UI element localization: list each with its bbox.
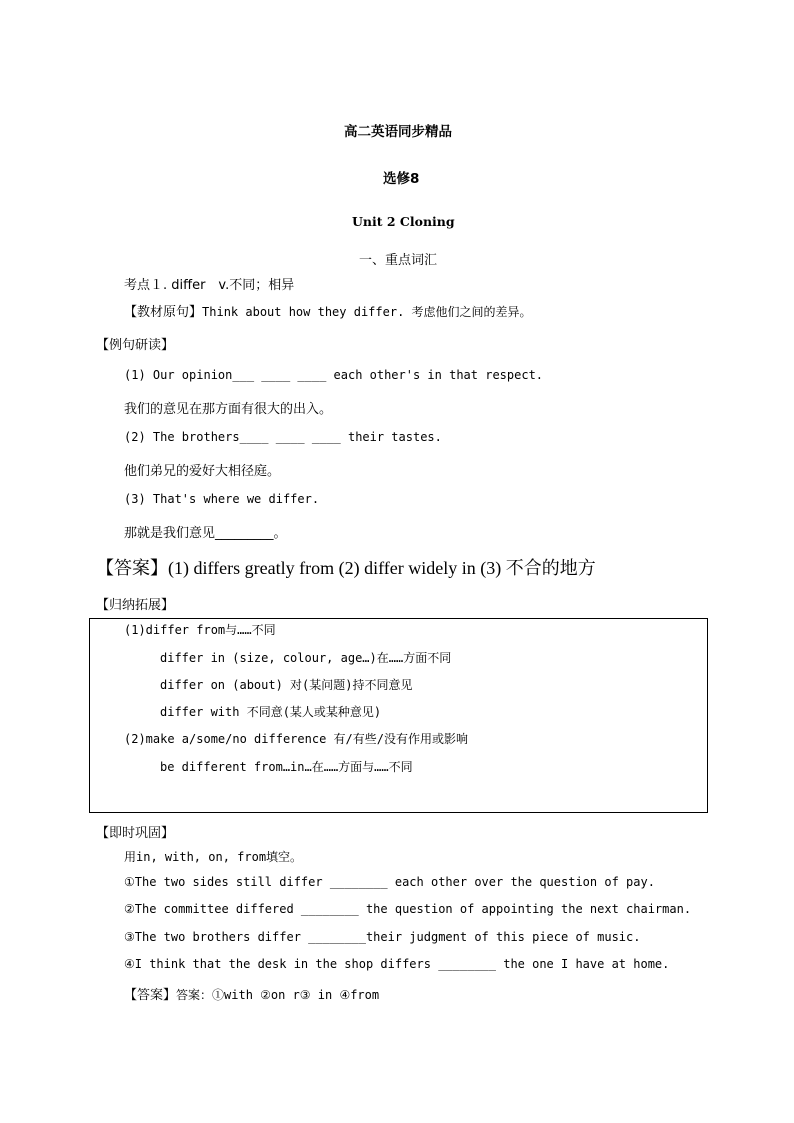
practice-item-2: ②The committee differed ________ the question of appointing the next chairman. <box>124 902 692 916</box>
summary-line-2: differ in (size, colour, age…)在……方面不同 <box>160 651 452 665</box>
answer-cn: 不合的地方 <box>505 558 596 579</box>
example-cn-2: 他们弟兄的爱好大相径庭。 <box>124 464 281 479</box>
summary-line-1: (1)differ from与……不同 <box>124 623 276 637</box>
summary-line-6: be different from…in…在……方面与……不同 <box>160 760 413 774</box>
practice-answer <box>124 984 379 1003</box>
answer-text: (1) differs greatly from (2) differ widely in (3) <box>168 558 506 578</box>
point-heading: 考点１. differ v.不同；相异 <box>124 278 295 293</box>
source-text: Think about how they differ. 考虑他们之间的差异。 <box>202 305 532 319</box>
practice-answer-text: 答案：①with ②on r③ in ④from <box>176 988 380 1002</box>
source-label: 【教材原句】 <box>124 305 203 320</box>
answer-line <box>96 554 596 580</box>
example-cn-3: 那就是我们意见_________。 <box>124 526 287 541</box>
practice-answer-label: 【答案】 <box>124 988 177 1003</box>
example-en-2: (2) The brothers____ ____ ____ their tastes. <box>124 430 442 444</box>
example-en-3: (3) That's where we differ. <box>124 492 320 506</box>
practice-item-4: ④I think that the desk in the shop differs ________ the one I have at home. <box>124 957 670 971</box>
summary-line-3: differ on (about) 对(某问题)持不同意见 <box>160 678 413 692</box>
document-title: 高二英语同步精品 <box>344 124 452 140</box>
practice-item-1: ①The two sides still differ ________ each other over the question of pay. <box>124 875 655 889</box>
section-heading: 一、重点词汇 <box>359 253 438 268</box>
summary-line-4: differ with 不同意(某人或某种意见) <box>160 705 382 719</box>
summary-heading: 【归纳拓展】 <box>96 598 175 613</box>
practice-item-3: ③The two brothers differ ________their judgment of this piece of music. <box>124 930 641 944</box>
examples-heading: 【例句研读】 <box>96 338 175 353</box>
source-sentence <box>124 301 532 320</box>
document-subtitle: 选修8 <box>383 171 420 187</box>
answer-label: 【答案】 <box>96 558 168 579</box>
example-en-1: (1) Our opinion___ ____ ____ each other's in that respect. <box>124 368 544 382</box>
practice-instruction: 用in, with, on, from填空。 <box>124 850 303 864</box>
practice-heading: 【即时巩固】 <box>96 826 175 841</box>
unit-title: Unit 2 Cloning <box>352 214 455 229</box>
example-cn-1: 我们的意见在那方面有很大的出入。 <box>124 402 333 417</box>
summary-line-5: (2)make a/some/no difference 有/有些/没有作用或影响 <box>124 732 468 746</box>
